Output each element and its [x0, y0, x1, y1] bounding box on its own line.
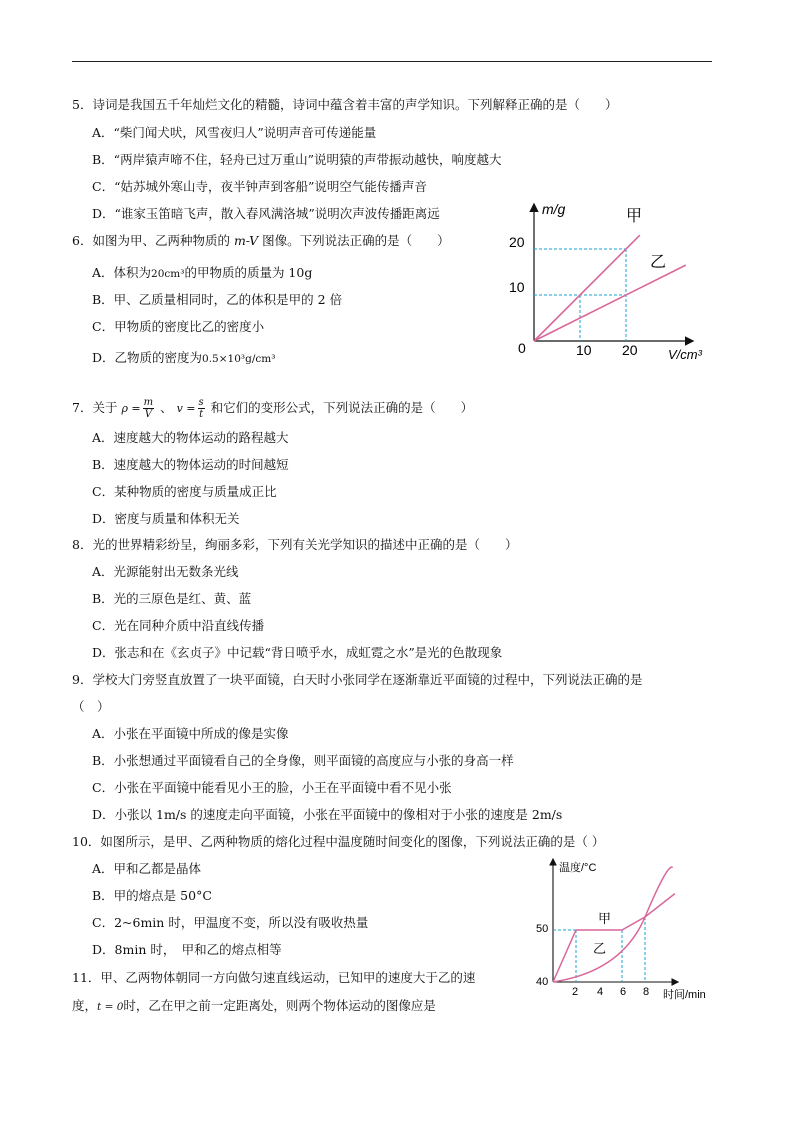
q5-option-b: B．“两岸猿声啼不住，轻舟已过万重山”说明猿的声带振动越快，响度越大: [92, 152, 502, 167]
y-tick-20: 20: [509, 234, 525, 250]
x-axis-label: 时间/min: [663, 989, 706, 1001]
q6-option-d: D．乙物质的密度为0.5×10³g/cm³: [92, 350, 276, 365]
q9-option-d: D．小张以 1m/s 的速度走向平面镜，小张在平面镜中的像相对于小张的速度是 2m/s: [92, 807, 563, 822]
q8-stem: 8．光的世界精彩纷呈，绚丽多彩，下列有关光学知识的描述中正确的是（ ）: [72, 537, 518, 552]
q10-option-d: D．8min 时， 甲和乙的熔点相等: [92, 942, 282, 957]
x-tick-4: 4: [597, 986, 604, 998]
y-tick-40: 40: [536, 976, 549, 988]
q9-option-b: B．小张想通过平面镜看自己的全身像，则平面镜的高度应与小张的身高一样: [92, 753, 514, 768]
q6-option-b: B．甲、乙质量相同时，乙的体积是甲的 2 倍: [92, 292, 343, 307]
q7-option-d: D．密度与质量和体积无关: [92, 511, 240, 526]
q7-option-a: A．速度越大的物体运动的路程越大: [92, 430, 289, 445]
y-tick-10: 10: [509, 279, 525, 295]
q5-option-a: A．“柴门闻犬吠，风雪夜归人”说明声音可传递能量: [92, 125, 377, 140]
x-tick-8: 8: [643, 986, 650, 998]
x-tick-20: 20: [622, 342, 638, 358]
q10-stem: 10．如图所示，是甲、乙两种物质的熔化过程中温度随时间变化的图像，下列说法正确的是（ ）: [72, 834, 605, 849]
q10-option-c: C．2~6min 时，甲温度不变，所以没有吸收热量: [92, 915, 369, 930]
q9-option-a: A．小张在平面镜中所成的像是实像: [92, 726, 289, 741]
curve-jia: [553, 894, 675, 982]
q8-option-b: B．光的三原色是红、黄、蓝: [92, 591, 252, 606]
q9-stem-line1: 9．学校大门旁竖直放置了一块平面镜，白天时小张同学在逐渐靠近平面镜的过程中，下列说法正确的是: [72, 672, 643, 687]
q11-stem-line2: 度，t = 0时，乙在甲之前一定距离处，则两个物体运动的图像应是: [72, 998, 436, 1013]
q10-option-b: B．甲的熔点是 50°C: [92, 888, 212, 903]
melting-graph: [527, 856, 722, 1002]
x-tick-10: 10: [576, 342, 592, 358]
q7-option-c: C．某种物质的密度与质量成正比: [92, 484, 277, 499]
q7-stem: 7．关于 ρ = $\frac{m}{V}$ 、 v = $\frac{s}{t}$ 和它们的变形公式，下列说法正确的是（ ）: [72, 397, 474, 420]
origin-label: 0: [518, 340, 526, 356]
series-label-jia: 甲: [598, 911, 612, 926]
y-axis-label: m/g: [542, 201, 566, 217]
q5-option-c: C．“姑苏城外寒山寺，夜半钟声到客船”说明空气能传播声音: [92, 179, 427, 194]
series-label-yi: 乙: [593, 941, 607, 956]
q5-option-d: D．“谁家玉笛暗飞声，散入春风满洛城”说明次声波传播距离远: [92, 206, 440, 221]
q6-stem: 6．如图为甲、乙两种物质的 m-V 图像。下列说法正确的是（ ）: [72, 233, 450, 248]
line-yi: [534, 265, 686, 341]
q6-option-a: A．体积为20cm³的甲物质的质量为 10g: [92, 265, 313, 280]
y-tick-50: 50: [536, 923, 549, 935]
series-label-yi: 乙: [650, 254, 667, 271]
x-tick-6: 6: [620, 986, 627, 998]
q8-option-a: A．光源能射出无数条光线: [92, 564, 239, 579]
header-rule: [72, 61, 712, 62]
q11-stem-line1: 11．甲、乙两物体朝同一方向做匀速直线运动，已知甲的速度大于乙的速: [72, 970, 476, 985]
q5-stem: 5．诗词是我国五千年灿烂文化的精髓，诗词中蕴含着丰富的声学知识。下列解释正确的是（ ）: [72, 97, 618, 112]
x-tick-2: 2: [572, 986, 579, 998]
q7-option-b: B．速度越大的物体运动的时间越短: [92, 457, 289, 472]
x-axis-label: V/cm³: [668, 347, 702, 362]
q10-option-a: A．甲和乙都是晶体: [92, 861, 202, 876]
mv-graph: [500, 195, 725, 367]
q8-option-c: C．光在同种介质中沿直线传播: [92, 618, 265, 633]
curve-yi: [553, 867, 673, 982]
q8-option-d: D．张志和在《玄贞子》中记载“背日喷乎水，成虹霓之水”是光的色散现象: [92, 645, 503, 660]
q9-stem-line2: （ ）: [72, 699, 110, 714]
q9-option-c: C．小张在平面镜中能看见小王的脸，小王在平面镜中看不见小张: [92, 780, 452, 795]
q6-option-c: C．甲物质的密度比乙的密度小: [92, 319, 265, 334]
y-axis-label: 温度/°C: [559, 862, 597, 874]
line-jia: [534, 235, 640, 341]
series-label-jia: 甲: [626, 208, 643, 225]
